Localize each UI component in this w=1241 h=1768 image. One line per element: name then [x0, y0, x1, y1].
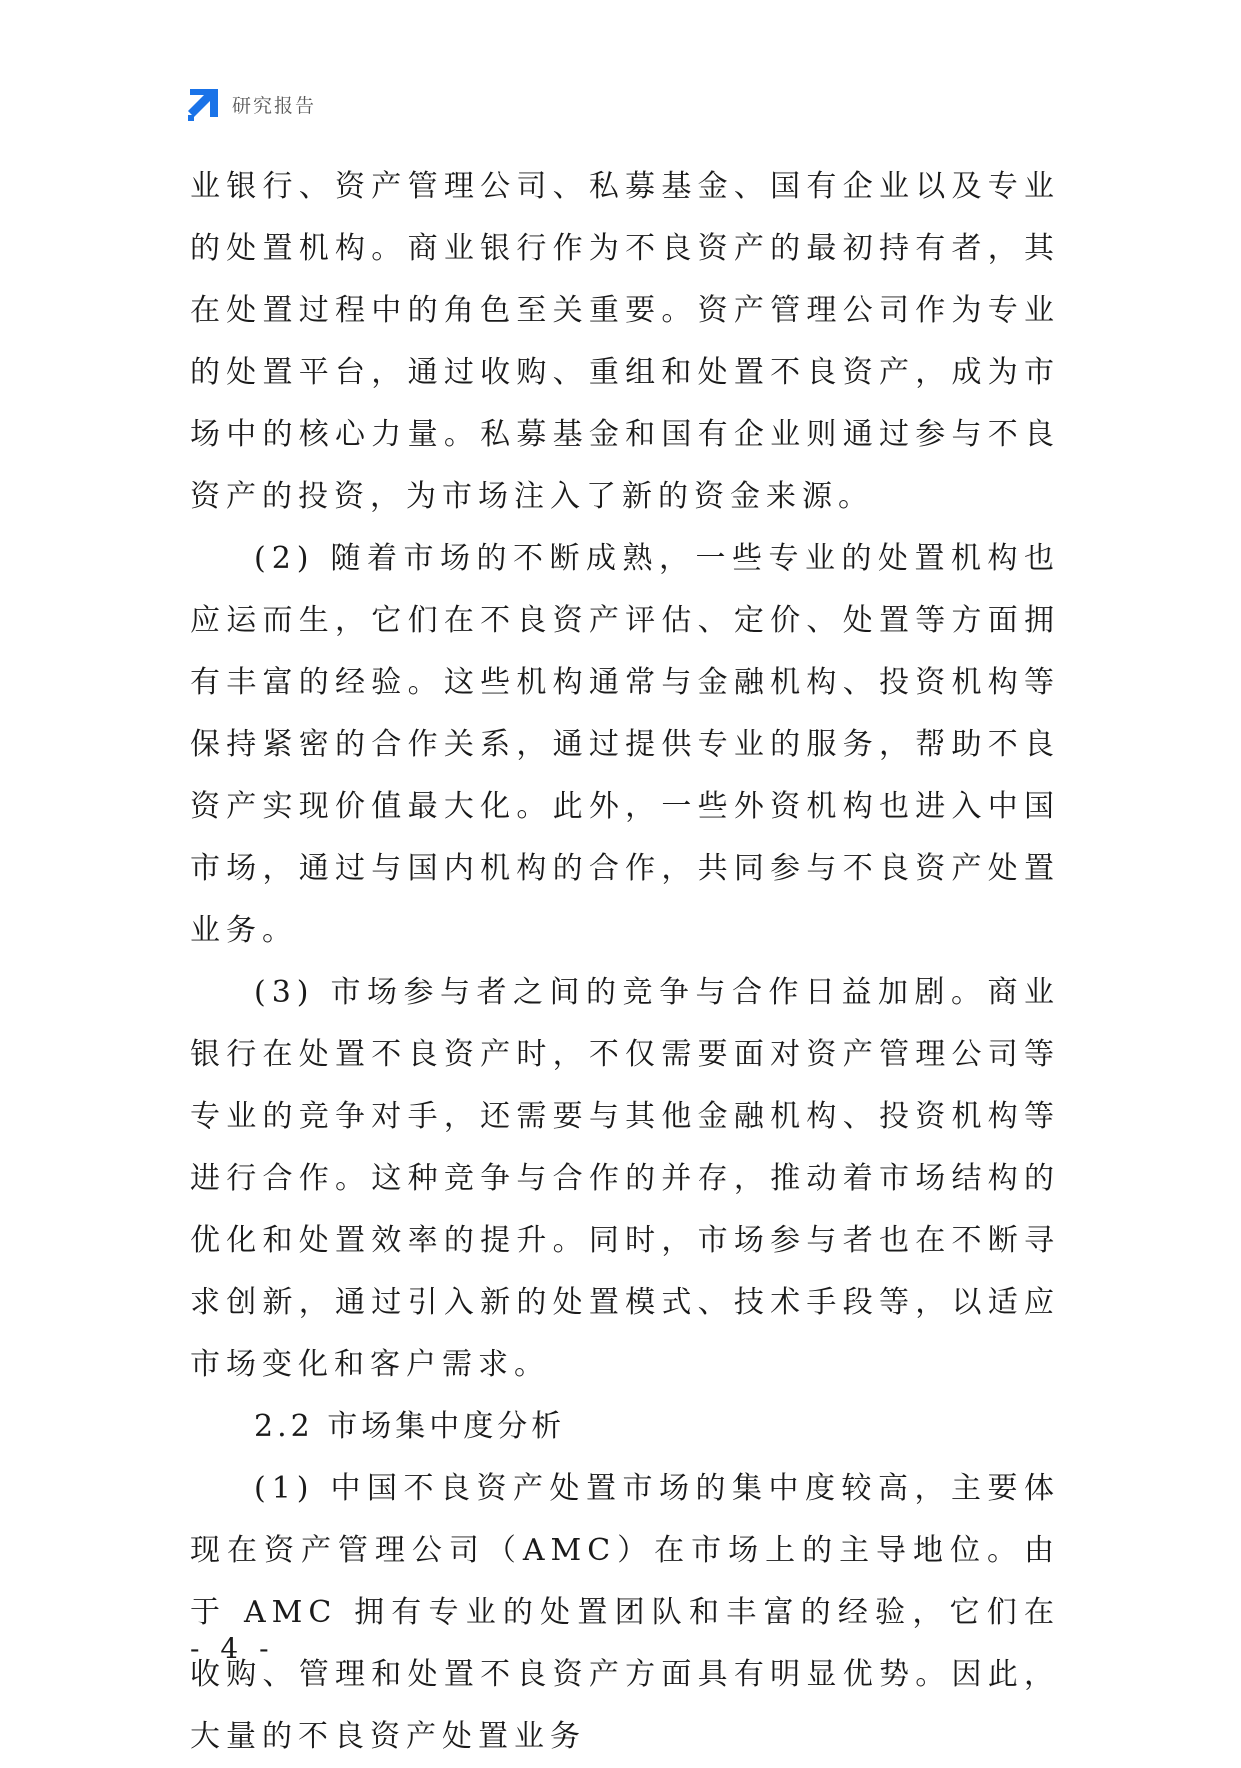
paragraph-item-2: (2) 随着市场的不断成熟，一些专业的处置机构也应运而生，它们在不良资产评估、定价、处置等方面拥有丰富的经验。这些机构通常与金融机构、投资机构等保持紧密的合作关系，通过提供专业的服务，帮助不良资产实现价值最大化。此外，一些外资机构也进入中国市场，通过与国内机构的合作，共同参与不良资产处置业务。 — [190, 541, 1060, 948]
section-paragraph-item-1: (1) 中国不良资产处置市场的集中度较高，主要体现在资产管理公司（AMC）在市场上的主导地位。由于 AMC 拥有专业的处置团队和丰富的经验，它们在收购、管理和处置不良资产方面具有明显优势。因此，大量的不良资产处置业务 — [190, 1471, 1060, 1754]
document-body — [190, 156, 1060, 1768]
paragraph-item-3: (3) 市场参与者之间的竞争与合作日益加剧。商业银行在处置不良资产时，不仅需要面对资产管理公司等专业的竞争对手，还需要与其他金融机构、投资机构等进行合作。这种竞争与合作的并存，推动着市场结构的优化和处置效率的提升。同时，市场参与者也在不断寻求创新，通过引入新的处置模式、技术手段等，以适应市场变化和客户需求。 — [190, 975, 1060, 1382]
arrow-logo-icon — [186, 87, 220, 121]
section-heading: 2.2 市场集中度分析 — [254, 1409, 566, 1444]
header-label: 研究报告 — [232, 94, 317, 117]
page-header — [186, 86, 316, 122]
page-number: - 4 - — [190, 1632, 275, 1665]
paragraph-continued: 业银行、资产管理公司、私募基金、国有企业以及专业的处置机构。商业银行作为不良资产的最初持有者，其在处置过程中的角色至关重要。资产管理公司作为专业的处置平台，通过收购、重组和处置不良资产，成为市场中的核心力量。私募基金和国有企业则通过参与不良资产的投资，为市场注入了新的资金来源。 — [190, 169, 1060, 514]
